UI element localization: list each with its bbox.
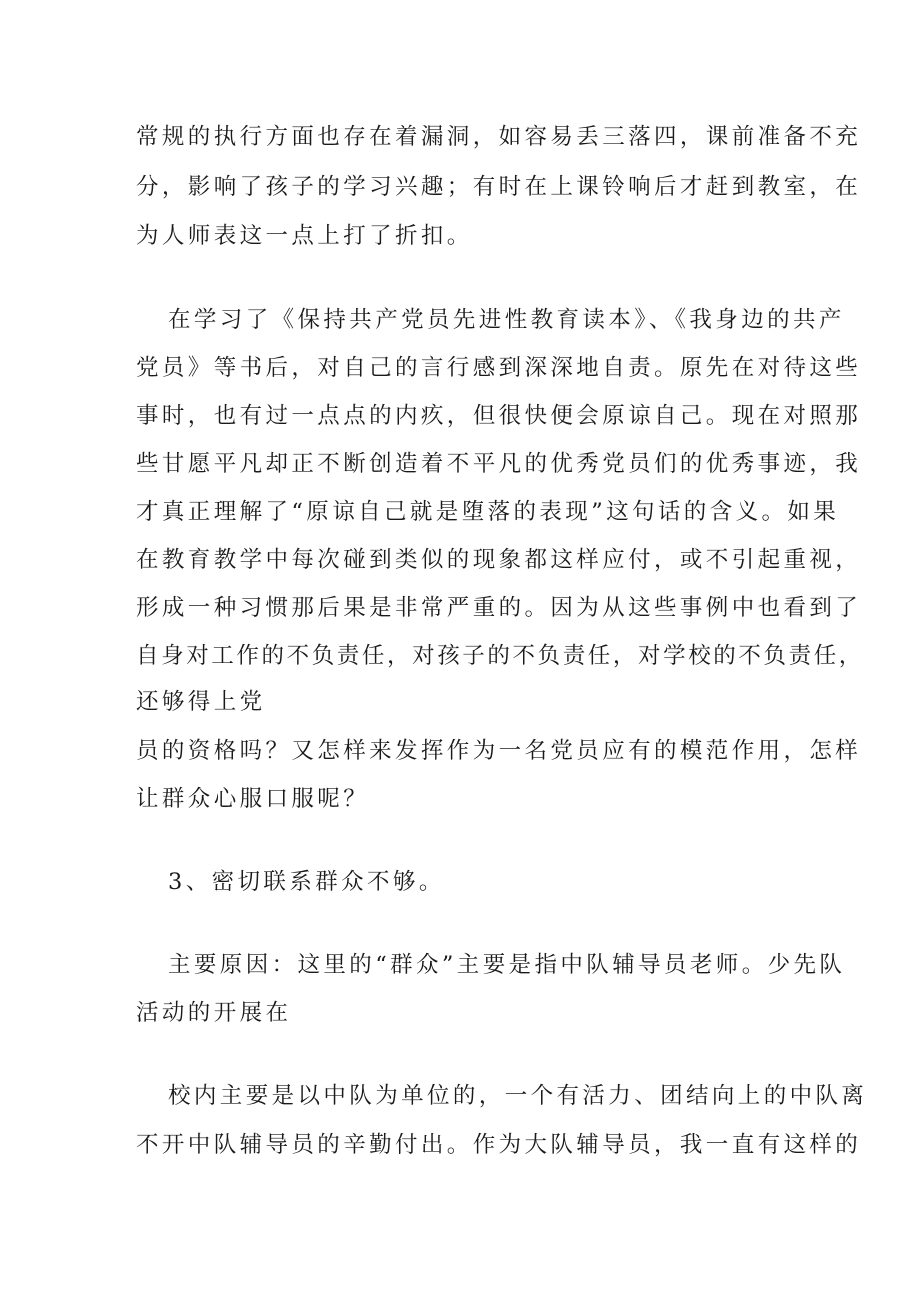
- text-line: 事时，也有过一点点的内疚，但很快便会原谅自己。现在对照那: [136, 403, 862, 429]
- text-line: 活动的开展在: [136, 1000, 292, 1026]
- text-line: 党员》等书后，对自己的言行感到深深地自责。原先在对待这些: [136, 355, 862, 381]
- text-line: 自身对工作的不负责任，对孩子的不负责任，对学校的不负责任，: [136, 643, 864, 669]
- paragraph-first-line: 校内主要是以中队为单位的，一个有活力、团结向上的中队离: [168, 1083, 868, 1109]
- paragraph-first-line: 在学习了《保持共产党员先进性教育读本》、《我身边的共产: [168, 307, 845, 333]
- text-line: 员的资格吗？又怎样来发挥作为一名党员应有的模范作用，怎样: [136, 738, 862, 764]
- text-line: 些甘愿平凡却正不断创造着不平凡的优秀党员们的优秀事迹，我: [136, 451, 862, 477]
- section-heading: 3、密切联系群众不够。: [168, 869, 445, 895]
- paragraph-first-line: 主要原因：这里的“群众”主要是指中队辅导员老师。少先队: [168, 952, 846, 978]
- text-line: 不开中队辅导员的辛勤付出。作为大队辅导员，我一直有这样的: [136, 1132, 862, 1158]
- text-line: 让群众心服口服呢？: [136, 786, 370, 812]
- text-line: 在教育教学中每次碰到类似的现象都这样应付，或不引起重视，: [136, 547, 862, 573]
- text-line: 分，影响了孩子的学习兴趣；有时在上课铃响后才赶到教室，在: [136, 174, 862, 200]
- text-line: 为人师表这一点上打了折扣。: [136, 223, 473, 249]
- text-line: 才真正理解了“原谅自己就是堕落的表现”这句话的含义。如果: [136, 499, 840, 525]
- text-line: 常规的执行方面也存在着漏洞，如容易丢三落四，课前准备不充: [136, 124, 862, 150]
- text-line: 形成一种习惯那后果是非常严重的。因为从这些事例中也看到了: [136, 595, 862, 621]
- text-line: 还够得上党: [136, 689, 266, 715]
